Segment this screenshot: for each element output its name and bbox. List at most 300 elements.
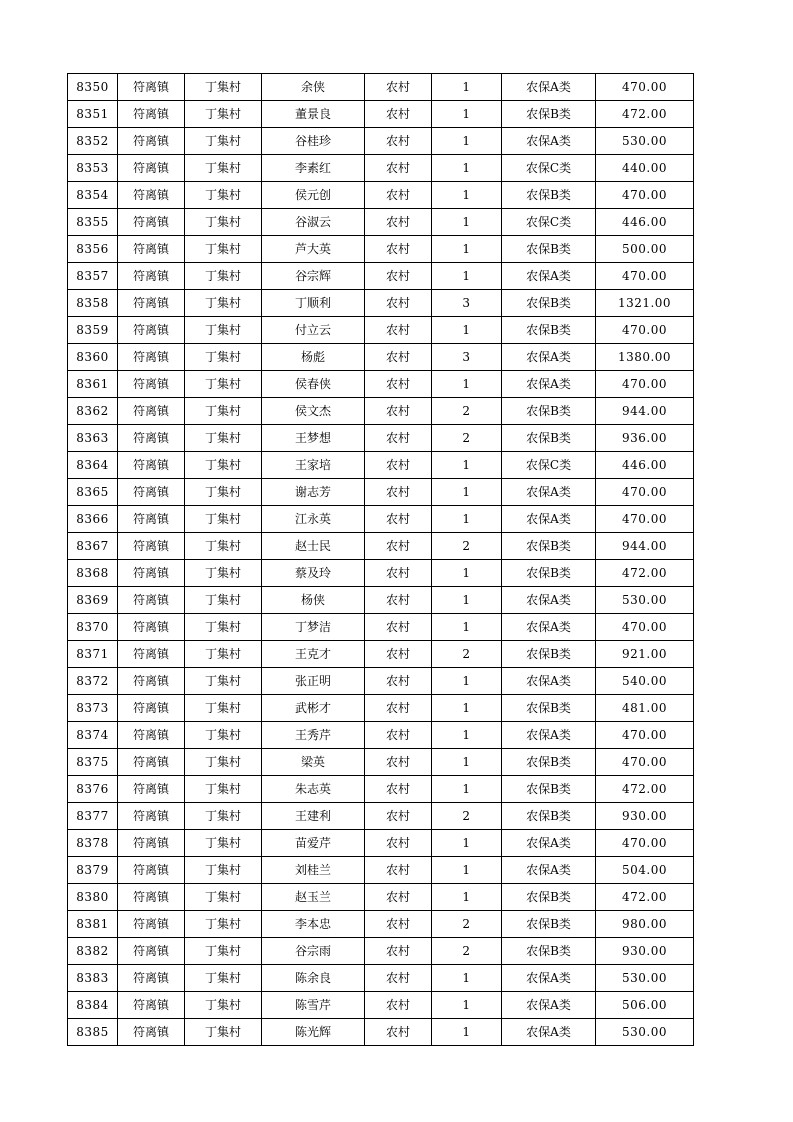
amount-cell: 446.00	[596, 209, 694, 236]
insurance-category-cell: 农保B类	[502, 911, 596, 938]
town-cell: 符离镇	[118, 533, 185, 560]
amount-cell: 472.00	[596, 560, 694, 587]
insurance-category-cell: 农保A类	[502, 587, 596, 614]
household-type-cell: 农村	[365, 479, 432, 506]
village-cell: 丁集村	[185, 614, 262, 641]
town-cell: 符离镇	[118, 128, 185, 155]
village-cell: 丁集村	[185, 452, 262, 479]
household-type-cell: 农村	[365, 911, 432, 938]
record-number-cell: 8380	[68, 884, 118, 911]
amount-cell: 470.00	[596, 317, 694, 344]
record-number-cell: 8358	[68, 290, 118, 317]
town-cell: 符离镇	[118, 992, 185, 1019]
amount-cell: 530.00	[596, 965, 694, 992]
insurance-category-cell: 农保A类	[502, 722, 596, 749]
insurance-category-cell: 农保A类	[502, 371, 596, 398]
village-cell: 丁集村	[185, 722, 262, 749]
amount-cell: 470.00	[596, 182, 694, 209]
insurance-category-cell: 农保B类	[502, 884, 596, 911]
member-count-cell: 1	[432, 830, 502, 857]
table-row	[68, 749, 694, 776]
table-row	[68, 344, 694, 371]
household-type-cell: 农村	[365, 74, 432, 101]
household-type-cell: 农村	[365, 776, 432, 803]
member-count-cell: 1	[432, 74, 502, 101]
town-cell: 符离镇	[118, 884, 185, 911]
village-cell: 丁集村	[185, 1019, 262, 1046]
member-count-cell: 3	[432, 290, 502, 317]
record-number-cell: 8369	[68, 587, 118, 614]
table-row	[68, 533, 694, 560]
person-name-cell: 赵玉兰	[262, 884, 365, 911]
village-cell: 丁集村	[185, 425, 262, 452]
amount-cell: 472.00	[596, 101, 694, 128]
person-name-cell: 丁顺利	[262, 290, 365, 317]
person-name-cell: 谷宗辉	[262, 263, 365, 290]
table-row	[68, 803, 694, 830]
member-count-cell: 2	[432, 803, 502, 830]
household-type-cell: 农村	[365, 803, 432, 830]
village-cell: 丁集村	[185, 749, 262, 776]
amount-cell: 470.00	[596, 479, 694, 506]
village-cell: 丁集村	[185, 101, 262, 128]
village-cell: 丁集村	[185, 668, 262, 695]
household-type-cell: 农村	[365, 344, 432, 371]
table-row	[68, 74, 694, 101]
household-type-cell: 农村	[365, 155, 432, 182]
amount-cell: 530.00	[596, 1019, 694, 1046]
household-type-cell: 农村	[365, 722, 432, 749]
town-cell: 符离镇	[118, 479, 185, 506]
insurance-category-cell: 农保B类	[502, 317, 596, 344]
household-type-cell: 农村	[365, 128, 432, 155]
table-row	[68, 371, 694, 398]
household-type-cell: 农村	[365, 506, 432, 533]
table-row	[68, 317, 694, 344]
person-name-cell: 侯文杰	[262, 398, 365, 425]
village-cell: 丁集村	[185, 965, 262, 992]
village-cell: 丁集村	[185, 695, 262, 722]
household-type-cell: 农村	[365, 965, 432, 992]
member-count-cell: 1	[432, 1019, 502, 1046]
record-number-cell: 8378	[68, 830, 118, 857]
person-name-cell: 李本忠	[262, 911, 365, 938]
household-type-cell: 农村	[365, 371, 432, 398]
household-type-cell: 农村	[365, 884, 432, 911]
household-type-cell: 农村	[365, 533, 432, 560]
person-name-cell: 陈光辉	[262, 1019, 365, 1046]
record-number-cell: 8374	[68, 722, 118, 749]
village-cell: 丁集村	[185, 911, 262, 938]
member-count-cell: 1	[432, 776, 502, 803]
village-cell: 丁集村	[185, 641, 262, 668]
insurance-category-cell: 农保A类	[502, 965, 596, 992]
village-cell: 丁集村	[185, 209, 262, 236]
village-cell: 丁集村	[185, 74, 262, 101]
household-type-cell: 农村	[365, 182, 432, 209]
town-cell: 符离镇	[118, 371, 185, 398]
member-count-cell: 1	[432, 668, 502, 695]
insurance-category-cell: 农保B类	[502, 803, 596, 830]
amount-cell: 470.00	[596, 506, 694, 533]
amount-cell: 936.00	[596, 425, 694, 452]
amount-cell: 944.00	[596, 533, 694, 560]
member-count-cell: 2	[432, 938, 502, 965]
member-count-cell: 1	[432, 965, 502, 992]
town-cell: 符离镇	[118, 290, 185, 317]
table-row	[68, 263, 694, 290]
amount-cell: 500.00	[596, 236, 694, 263]
record-number-cell: 8356	[68, 236, 118, 263]
member-count-cell: 2	[432, 398, 502, 425]
insurance-category-cell: 农保A类	[502, 128, 596, 155]
table-row	[68, 641, 694, 668]
insurance-category-cell: 农保B类	[502, 533, 596, 560]
household-type-cell: 农村	[365, 290, 432, 317]
table-row	[68, 1019, 694, 1046]
person-name-cell: 丁梦洁	[262, 614, 365, 641]
member-count-cell: 1	[432, 263, 502, 290]
record-number-cell: 8355	[68, 209, 118, 236]
table-row	[68, 236, 694, 263]
record-number-cell: 8384	[68, 992, 118, 1019]
insurance-category-cell: 农保A类	[502, 857, 596, 884]
record-number-cell: 8350	[68, 74, 118, 101]
member-count-cell: 1	[432, 317, 502, 344]
village-cell: 丁集村	[185, 857, 262, 884]
amount-cell: 1380.00	[596, 344, 694, 371]
person-name-cell: 蔡及玲	[262, 560, 365, 587]
household-type-cell: 农村	[365, 101, 432, 128]
village-cell: 丁集村	[185, 587, 262, 614]
record-number-cell: 8379	[68, 857, 118, 884]
amount-cell: 440.00	[596, 155, 694, 182]
amount-cell: 470.00	[596, 830, 694, 857]
town-cell: 符离镇	[118, 398, 185, 425]
record-number-cell: 8370	[68, 614, 118, 641]
village-cell: 丁集村	[185, 884, 262, 911]
person-name-cell: 张正明	[262, 668, 365, 695]
record-number-cell: 8360	[68, 344, 118, 371]
table-row	[68, 830, 694, 857]
insurance-category-cell: 农保C类	[502, 155, 596, 182]
town-cell: 符离镇	[118, 614, 185, 641]
person-name-cell: 谷淑云	[262, 209, 365, 236]
table-row	[68, 938, 694, 965]
person-name-cell: 杨侠	[262, 587, 365, 614]
table-row	[68, 425, 694, 452]
household-type-cell: 农村	[365, 236, 432, 263]
town-cell: 符离镇	[118, 965, 185, 992]
table-row	[68, 128, 694, 155]
town-cell: 符离镇	[118, 506, 185, 533]
member-count-cell: 1	[432, 560, 502, 587]
person-name-cell: 侯春侠	[262, 371, 365, 398]
member-count-cell: 1	[432, 155, 502, 182]
record-number-cell: 8365	[68, 479, 118, 506]
member-count-cell: 1	[432, 614, 502, 641]
household-type-cell: 农村	[365, 992, 432, 1019]
table-row	[68, 155, 694, 182]
amount-cell: 530.00	[596, 587, 694, 614]
member-count-cell: 2	[432, 533, 502, 560]
table-row	[68, 290, 694, 317]
town-cell: 符离镇	[118, 452, 185, 479]
record-number-cell: 8353	[68, 155, 118, 182]
household-type-cell: 农村	[365, 938, 432, 965]
member-count-cell: 1	[432, 128, 502, 155]
village-cell: 丁集村	[185, 479, 262, 506]
member-count-cell: 1	[432, 101, 502, 128]
person-name-cell: 王家培	[262, 452, 365, 479]
village-cell: 丁集村	[185, 398, 262, 425]
village-cell: 丁集村	[185, 155, 262, 182]
record-number-cell: 8357	[68, 263, 118, 290]
town-cell: 符离镇	[118, 776, 185, 803]
town-cell: 符离镇	[118, 938, 185, 965]
table-row	[68, 560, 694, 587]
insurance-category-cell: 农保B类	[502, 101, 596, 128]
town-cell: 符离镇	[118, 182, 185, 209]
household-type-cell: 农村	[365, 695, 432, 722]
insurance-category-cell: 农保A类	[502, 263, 596, 290]
person-name-cell: 刘桂兰	[262, 857, 365, 884]
person-name-cell: 谢志芳	[262, 479, 365, 506]
insurance-category-cell: 农保B类	[502, 695, 596, 722]
town-cell: 符离镇	[118, 155, 185, 182]
member-count-cell: 1	[432, 695, 502, 722]
town-cell: 符离镇	[118, 209, 185, 236]
member-count-cell: 1	[432, 479, 502, 506]
village-cell: 丁集村	[185, 236, 262, 263]
table-row	[68, 506, 694, 533]
town-cell: 符离镇	[118, 101, 185, 128]
person-name-cell: 陈雪芹	[262, 992, 365, 1019]
amount-cell: 540.00	[596, 668, 694, 695]
table-row	[68, 911, 694, 938]
household-type-cell: 农村	[365, 209, 432, 236]
household-type-cell: 农村	[365, 587, 432, 614]
person-name-cell: 李素红	[262, 155, 365, 182]
amount-cell: 470.00	[596, 371, 694, 398]
person-name-cell: 谷宗雨	[262, 938, 365, 965]
town-cell: 符离镇	[118, 344, 185, 371]
insurance-category-cell: 农保A类	[502, 614, 596, 641]
town-cell: 符离镇	[118, 857, 185, 884]
insurance-category-cell: 农保A类	[502, 1019, 596, 1046]
member-count-cell: 1	[432, 857, 502, 884]
record-number-cell: 8363	[68, 425, 118, 452]
table-row	[68, 884, 694, 911]
member-count-cell: 1	[432, 884, 502, 911]
village-cell: 丁集村	[185, 938, 262, 965]
table-row	[68, 398, 694, 425]
person-name-cell: 赵士民	[262, 533, 365, 560]
record-number-cell: 8373	[68, 695, 118, 722]
insurance-category-cell: 农保C类	[502, 209, 596, 236]
member-count-cell: 1	[432, 587, 502, 614]
record-number-cell: 8382	[68, 938, 118, 965]
amount-cell: 506.00	[596, 992, 694, 1019]
table-row	[68, 101, 694, 128]
insurance-category-cell: 农保B类	[502, 236, 596, 263]
town-cell: 符离镇	[118, 317, 185, 344]
person-name-cell: 余侠	[262, 74, 365, 101]
insurance-category-cell: 农保B类	[502, 641, 596, 668]
record-number-cell: 8354	[68, 182, 118, 209]
village-cell: 丁集村	[185, 533, 262, 560]
town-cell: 符离镇	[118, 749, 185, 776]
table-row	[68, 479, 694, 506]
person-name-cell: 江永英	[262, 506, 365, 533]
roster-sheet	[67, 73, 693, 1046]
household-type-cell: 农村	[365, 641, 432, 668]
person-name-cell: 武彬才	[262, 695, 365, 722]
record-number-cell: 8381	[68, 911, 118, 938]
member-count-cell: 2	[432, 425, 502, 452]
household-type-cell: 农村	[365, 263, 432, 290]
amount-cell: 481.00	[596, 695, 694, 722]
record-number-cell: 8372	[68, 668, 118, 695]
town-cell: 符离镇	[118, 668, 185, 695]
person-name-cell: 王建利	[262, 803, 365, 830]
table-row	[68, 587, 694, 614]
member-count-cell: 2	[432, 641, 502, 668]
member-count-cell: 1	[432, 452, 502, 479]
table-row	[68, 776, 694, 803]
household-type-cell: 农村	[365, 668, 432, 695]
amount-cell: 921.00	[596, 641, 694, 668]
village-cell: 丁集村	[185, 560, 262, 587]
person-name-cell: 付立云	[262, 317, 365, 344]
table-row	[68, 857, 694, 884]
village-cell: 丁集村	[185, 182, 262, 209]
table-row	[68, 965, 694, 992]
person-name-cell: 梁英	[262, 749, 365, 776]
household-type-cell: 农村	[365, 857, 432, 884]
village-cell: 丁集村	[185, 263, 262, 290]
person-name-cell: 陈余良	[262, 965, 365, 992]
village-cell: 丁集村	[185, 506, 262, 533]
amount-cell: 470.00	[596, 749, 694, 776]
insurance-category-cell: 农保A类	[502, 992, 596, 1019]
amount-cell: 930.00	[596, 938, 694, 965]
town-cell: 符离镇	[118, 1019, 185, 1046]
member-count-cell: 1	[432, 749, 502, 776]
record-number-cell: 8359	[68, 317, 118, 344]
insurance-category-cell: 农保B类	[502, 749, 596, 776]
person-name-cell: 杨彪	[262, 344, 365, 371]
record-number-cell: 8371	[68, 641, 118, 668]
record-number-cell: 8367	[68, 533, 118, 560]
amount-cell: 504.00	[596, 857, 694, 884]
member-count-cell: 1	[432, 506, 502, 533]
town-cell: 符离镇	[118, 722, 185, 749]
household-type-cell: 农村	[365, 1019, 432, 1046]
amount-cell: 530.00	[596, 128, 694, 155]
person-name-cell: 苗爱芹	[262, 830, 365, 857]
village-cell: 丁集村	[185, 992, 262, 1019]
member-count-cell: 3	[432, 344, 502, 371]
town-cell: 符离镇	[118, 560, 185, 587]
member-count-cell: 1	[432, 209, 502, 236]
person-name-cell: 侯元创	[262, 182, 365, 209]
household-type-cell: 农村	[365, 560, 432, 587]
insurance-category-cell: 农保B类	[502, 938, 596, 965]
person-name-cell: 董景良	[262, 101, 365, 128]
insurance-category-cell: 农保A类	[502, 344, 596, 371]
record-number-cell: 8375	[68, 749, 118, 776]
town-cell: 符离镇	[118, 263, 185, 290]
table-row	[68, 614, 694, 641]
record-number-cell: 8376	[68, 776, 118, 803]
town-cell: 符离镇	[118, 911, 185, 938]
town-cell: 符离镇	[118, 587, 185, 614]
amount-cell: 472.00	[596, 884, 694, 911]
amount-cell: 470.00	[596, 614, 694, 641]
insurance-category-cell: 农保C类	[502, 452, 596, 479]
insurance-category-cell: 农保A类	[502, 830, 596, 857]
town-cell: 符离镇	[118, 236, 185, 263]
table-row	[68, 452, 694, 479]
person-name-cell: 谷桂珍	[262, 128, 365, 155]
person-name-cell: 朱志英	[262, 776, 365, 803]
member-count-cell: 1	[432, 182, 502, 209]
member-count-cell: 1	[432, 236, 502, 263]
amount-cell: 1321.00	[596, 290, 694, 317]
record-number-cell: 8385	[68, 1019, 118, 1046]
record-number-cell: 8362	[68, 398, 118, 425]
table-row	[68, 209, 694, 236]
household-type-cell: 农村	[365, 425, 432, 452]
insurance-category-cell: 农保B类	[502, 560, 596, 587]
amount-cell: 980.00	[596, 911, 694, 938]
household-type-cell: 农村	[365, 452, 432, 479]
member-count-cell: 1	[432, 371, 502, 398]
household-type-cell: 农村	[365, 749, 432, 776]
insurance-category-cell: 农保A类	[502, 668, 596, 695]
person-name-cell: 王秀芹	[262, 722, 365, 749]
household-type-cell: 农村	[365, 398, 432, 425]
member-count-cell: 1	[432, 722, 502, 749]
village-cell: 丁集村	[185, 371, 262, 398]
town-cell: 符离镇	[118, 425, 185, 452]
record-number-cell: 8366	[68, 506, 118, 533]
village-cell: 丁集村	[185, 317, 262, 344]
amount-cell: 446.00	[596, 452, 694, 479]
town-cell: 符离镇	[118, 74, 185, 101]
village-cell: 丁集村	[185, 128, 262, 155]
record-number-cell: 8364	[68, 452, 118, 479]
person-name-cell: 王梦想	[262, 425, 365, 452]
village-cell: 丁集村	[185, 344, 262, 371]
town-cell: 符离镇	[118, 830, 185, 857]
record-number-cell: 8383	[68, 965, 118, 992]
insurance-category-cell: 农保B类	[502, 398, 596, 425]
village-cell: 丁集村	[185, 803, 262, 830]
roster-table-body	[68, 74, 694, 1046]
record-number-cell: 8352	[68, 128, 118, 155]
town-cell: 符离镇	[118, 803, 185, 830]
amount-cell: 472.00	[596, 776, 694, 803]
village-cell: 丁集村	[185, 290, 262, 317]
household-type-cell: 农村	[365, 317, 432, 344]
insurance-category-cell: 农保A类	[502, 506, 596, 533]
person-name-cell: 王克才	[262, 641, 365, 668]
insurance-category-cell: 农保B类	[502, 425, 596, 452]
member-count-cell: 2	[432, 911, 502, 938]
amount-cell: 930.00	[596, 803, 694, 830]
